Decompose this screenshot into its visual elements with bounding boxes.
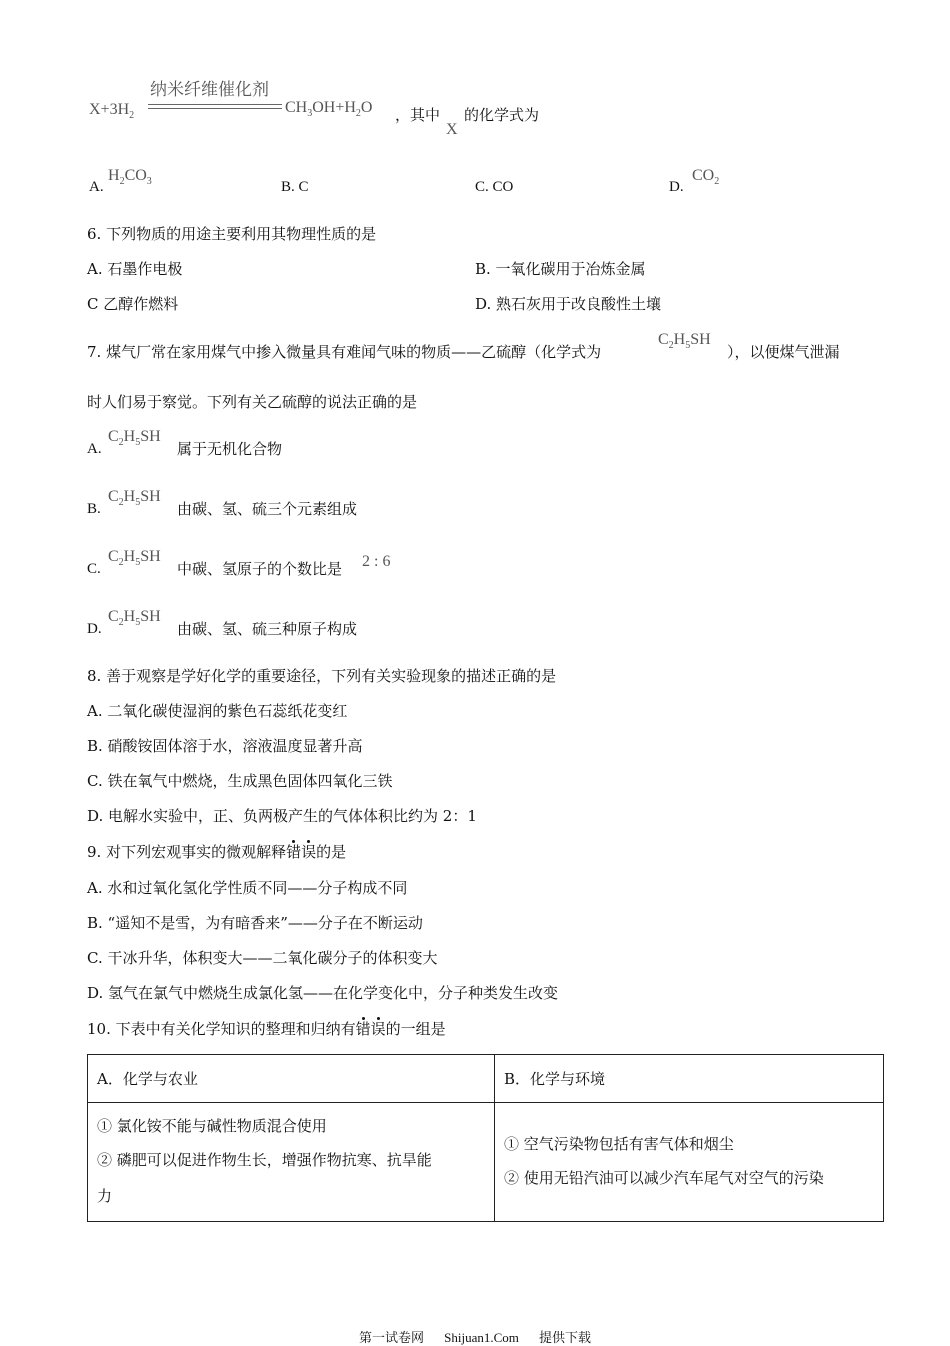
- q10-stem: 10. 下表中有关化学知识的整理和归纳有错误的一组是: [87, 1020, 446, 1038]
- q7-option-c-text: 中碳、氢原子的个数比是: [177, 560, 343, 578]
- reaction-arrow-top: [148, 104, 282, 105]
- q8-option-d[interactable]: D. 电解水实验中，正、负两极产生的气体体积比约为 2：1: [87, 807, 477, 825]
- q7-stem-part2: ），以便煤气泄漏: [727, 343, 840, 361]
- q6-option-d[interactable]: D. 熟石灰用于改良酸性土壤: [475, 295, 662, 313]
- q7-option-c-ratio: 2 : 6: [362, 553, 391, 570]
- q7-stem-part1: 7. 煤气厂常在家用煤气中掺入微量具有难闻气味的物质——乙硫醇（化学式为: [87, 343, 602, 361]
- reaction-arrow-bottom: [148, 108, 282, 109]
- q5-option-d-formula: $CO_2$: [692, 167, 720, 187]
- table-cell-a: [88, 1103, 495, 1222]
- knowledge-table: [87, 1054, 884, 1222]
- q5-option-c[interactable]: C. CO: [475, 179, 514, 195]
- q8-option-c[interactable]: C. 铁在氧气中燃烧，生成黑色固体四氧化三铁: [87, 772, 393, 790]
- catalyst-label: 纳米纤维催化剂: [150, 80, 269, 100]
- footer-left: 第一试卷网: [358, 1331, 424, 1346]
- q7-option-a-formula: $C_2H_5SH$: [108, 428, 161, 448]
- table-header-b: B．化学与环境: [495, 1055, 884, 1103]
- q8-option-b[interactable]: B. 硝酸铵固体溶于水，溶液温度显著升高: [87, 737, 363, 755]
- q7-stem-formula: $C_2H_5SH$: [658, 331, 711, 351]
- emphasis-char: 误: [370, 1020, 386, 1038]
- table-cell-a-line: ① 氯化铵不能与碱性物质混合使用: [97, 1117, 327, 1135]
- table-cell-a-line: ② 磷肥可以促进作物生长，增强作物抗寒、抗旱能: [97, 1151, 432, 1169]
- q6-option-a[interactable]: A. 石墨作电极: [87, 260, 183, 278]
- table-cell-a-line: 力: [97, 1187, 113, 1205]
- q6-option-b[interactable]: B. 一氧化碳用于冶炼金属: [475, 260, 646, 278]
- emphasis-char: 错: [286, 843, 302, 861]
- equation-x: X: [446, 121, 458, 138]
- q7-option-c-label[interactable]: C.: [87, 561, 101, 577]
- table-cell-b-line: ① 空气污染物包括有害气体和烟尘: [504, 1135, 734, 1153]
- q9-option-d[interactable]: D. 氢气在氯气中燃烧生成氯化氢——在化学变化中，分子种类发生改变: [87, 984, 559, 1002]
- q9-option-c[interactable]: C. 干冰升华，体积变大——二氧化碳分子的体积变大: [87, 949, 438, 967]
- q7-option-a-text: 属于无机化合物: [177, 440, 283, 458]
- q7-option-c-formula: $C_2H_5SH$: [108, 548, 161, 568]
- q9-stem: 9. 对下列宏观事实的微观解释错误的是: [87, 843, 347, 861]
- q7-option-d-text: 由碳、氢、硫三种原子构成: [177, 620, 358, 638]
- equation-lhs: $X+3H_2$: [89, 101, 135, 121]
- q8-option-a[interactable]: A. 二氧化碳使湿润的紫色石蕊纸花变红: [87, 702, 348, 720]
- equation-tail: ，其中: [395, 106, 441, 124]
- equation-rhs: $CH_3OH+H_2O$: [285, 99, 373, 119]
- q7-option-d-formula: $C_2H_5SH$: [108, 608, 161, 628]
- q7-option-b-text: 由碳、氢、硫三个元素组成: [177, 500, 358, 518]
- q6-stem: 6. 下列物质的用途主要利用其物理性质的是: [87, 225, 377, 243]
- q7-option-b-label[interactable]: B.: [87, 501, 101, 517]
- q5-option-d-label[interactable]: D.: [669, 179, 684, 195]
- emphasis-char: 误: [301, 843, 317, 861]
- footer-site[interactable]: Shijuan1.Com: [444, 1330, 519, 1345]
- emphasis-char: 错: [355, 1020, 371, 1038]
- table-cell-b: [495, 1103, 884, 1222]
- q7-option-d-label[interactable]: D.: [87, 621, 102, 637]
- q5-option-b[interactable]: B. C: [281, 179, 309, 195]
- equation-tail-2: 的化学式为: [464, 106, 540, 124]
- q9-option-a[interactable]: A. 水和过氧化氢化学性质不同——分子构成不同: [87, 879, 408, 897]
- q5-option-a-formula: $H_2CO_3$: [108, 167, 152, 187]
- q7-option-b-formula: $C_2H_5SH$: [108, 488, 161, 508]
- table-header-a: A．化学与农业: [88, 1055, 495, 1103]
- q8-stem: 8. 善于观察是学好化学的重要途径，下列有关实验现象的描述正确的是: [87, 667, 557, 685]
- q9-option-b[interactable]: B. “遥知不是雪，为有暗香来”——分子在不断运动: [87, 914, 423, 932]
- page-footer: [0, 1327, 950, 1346]
- q7-stem-part3: 时人们易于察觉。下列有关乙硫醇的说法正确的是: [87, 393, 418, 411]
- q7-option-a-label[interactable]: A.: [87, 441, 102, 457]
- table-cell-b-line: ② 使用无铅汽油可以减少汽车尾气对空气的污染: [504, 1169, 824, 1187]
- footer-right: 提供下载: [539, 1331, 592, 1346]
- q5-option-a-label[interactable]: A.: [89, 179, 104, 195]
- q6-option-c[interactable]: C 乙醇作燃料: [87, 295, 179, 313]
